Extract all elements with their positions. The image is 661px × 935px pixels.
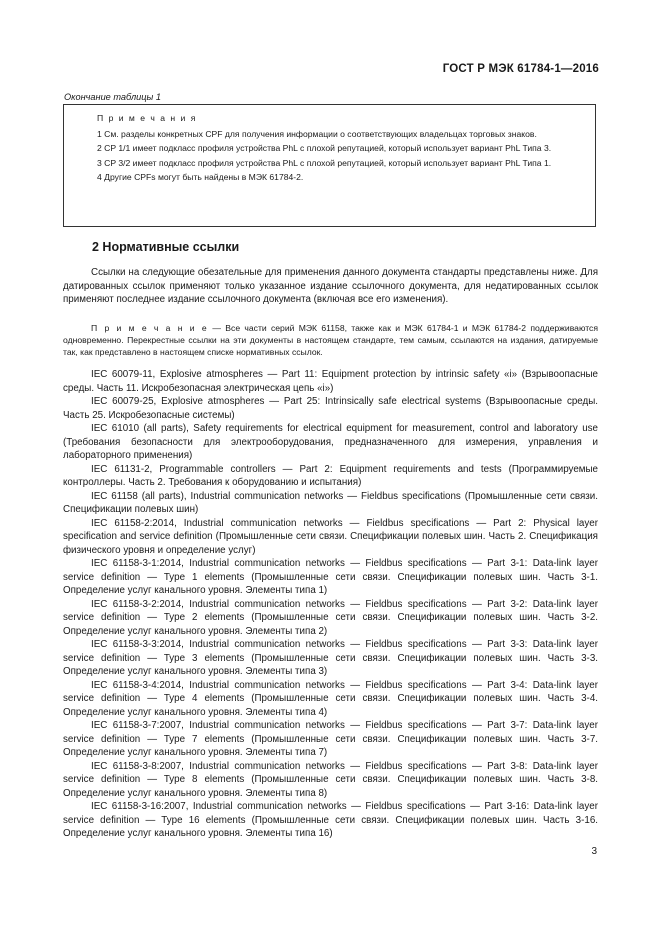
reference-item: IEC 61158-3-16:2007, Industrial communication networks — Fieldbus specifications — Part 3-16: Data-link layer service definition — Type 16 elements (Промышленные сети связи. Спецификации полевых шин. Часть 3-16. Определение услуг канального уровня. Элементы типа 16) (63, 801, 598, 839)
note-item: 2 CP 1/1 имеет подкласс профиля устройства PhL с плохой репутацией, который использует вариант PhL Типа 3. (97, 143, 552, 153)
reference-item: IEC 60079-25, Explosive atmospheres — Part 25: Intrinsically safe electrical systems (Взрывоопасные среды. Часть 25. Искробезопасные системы) (63, 396, 598, 421)
notes-box (63, 104, 596, 227)
note-item: 4 Другие CPFs могут быть найдены в МЭК 61784-2. (97, 172, 304, 182)
note-label: П р и м е ч а н и е (91, 323, 209, 333)
page-number: 3 (591, 846, 597, 857)
reference-item: IEC 61158-3-4:2014, Industrial communication networks — Fieldbus specifications — Part 3-4: Data-link layer service definition — Type 4 elements (Промышленные сети связи. Спецификации полевых шин. Часть 3-4. Определение услуг канального уровня. Элементы типа 4) (63, 679, 598, 718)
reference-item: IEC 61158 (all parts), Industrial communication networks — Fieldbus specifications (Промышленные сети связи. Спецификации полевых шин) (63, 490, 598, 515)
note-paragraph (63, 322, 598, 358)
reference-item: IEC 61158-2:2014, Industrial communication networks — Fieldbus specifications — Part 2: Physical layer specification and service definition (Промышленные сети связи. Спецификации полевых шин. Часть 2. Спецификация физического уровня и определение услуг) (63, 517, 598, 556)
intro-paragraph (63, 266, 598, 307)
reference-item: IEC 61158-3-7:2007, Industrial communication networks — Fieldbus specifications — Part 3-7: Data-link layer service definition — Type 7 elements (Промышленные сети связи. Спецификации полевых шин. Часть 3-7. Определение услуг канального уровня. Элементы типа 7) (63, 720, 598, 758)
reference-item: IEC 61131-2, Programmable controllers — Part 2: Equipment requirements and tests (Программируемые контроллеры. Часть 2. Требования к оборудованию и испытания) (63, 463, 598, 488)
references-list (63, 368, 598, 841)
reference-item: IEC 61158-3-2:2014, Industrial communication networks — Fieldbus specifications — Part 3-2: Data-link layer service definition — Type 2 elements (Промышленные сети связи. Спецификации полевых шин. Часть 3-2. Определение услуг канального уровня. Элементы типа 2) (63, 598, 598, 637)
normative-note (63, 322, 598, 358)
notes-heading: П р и м е ч а н и я (97, 113, 197, 123)
note-item: 1 См. разделы конкретных CPF для получения информации о соответствующих владельцах торговых знаков. (97, 128, 537, 139)
table-caption: Окончание таблицы 1 (64, 92, 161, 102)
section-title: 2 Нормативные ссылки (92, 240, 240, 254)
reference-item: IEC 61010 (all parts), Safety requirements for electrical equipment for measurement, control and laboratory use (Требования безопасности для электрооборудования, предназначенного для измерения, управления и лабораторного применения) (63, 423, 598, 461)
reference-item: IEC 61158-3-3:2014, Industrial communication networks — Fieldbus specifications — Part 3-3: Data-link layer service definition — Type 3 elements (Промышленные сети связи. Спецификации полевых шин. Часть 3-3. Определение услуг канального уровня. Элементы типа 3) (63, 639, 598, 677)
intro-text: Ссылки на следующие обезательные для применения данного документа стандарты представлены ниже. Для датированных ссылок применяют только указанное издание ссылочного документа, для недатированных ссылок применяют последнее издание ссылочного документа (включая все его изменения). (63, 267, 598, 305)
reference-item: IEC 61158-3-8:2007, Industrial communication networks — Fieldbus specifications — Part 3-8: Data-link layer service definition — Type 8 elements (Промышленные сети связи. Спецификации полевых шин. Часть 3-8. Определение услуг канального уровня. Элементы типа 8) (63, 760, 598, 799)
reference-item: IEC 61158-3-1:2014, Industrial communication networks — Fieldbus specifications — Part 3-1: Data-link layer service definition — Type 1 elements (Промышленные сети связи. Спецификации полевых шин. Часть 3-1. Определение услуг канального уровня. Элементы типа 1) (63, 558, 598, 596)
note-item: 3 CP 3/2 имеет подкласс профиля устройства PhL с плохой репутацией, который использует вариант PhL Типа 1. (97, 157, 552, 168)
standard-code: ГОСТ Р МЭК 61784-1—2016 (442, 63, 599, 75)
note-text: — Все части серий МЭК 61158, также как и МЭК 61784-1 и МЭК 61784-2 поддерживаются одновременно. Перекрестные ссылки на эти документы в настоящем стандарте, тем самым, ссылаются на издания, датируемые так, как представлено в настоящем списке нормативных ссылок. (63, 323, 599, 357)
reference-item: IEC 60079-11, Explosive atmospheres — Part 11: Equipment protection by intrinsic safety «i» (Взрывоопасные среды. Часть 11. Искробезопасная электрическая цепь «i») (63, 369, 598, 394)
